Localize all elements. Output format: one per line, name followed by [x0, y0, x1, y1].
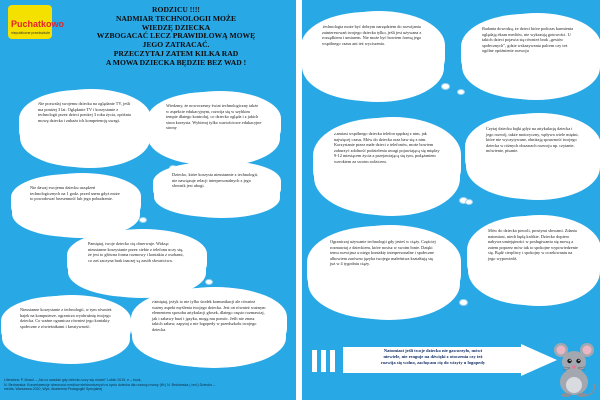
cloud-tail [442, 84, 449, 89]
advice-cloud: Pamiętaj, jeżyk to nie tylko środek komunikacji ale również ważny aspekt myślenia twojego dziecka. Jest on również ważnym elementem sposobu artykulacji głosek, dlatego często rozmawiaj, jak i zabawy buzi i języka, mogą mu pomóc. Jeśli nie znasz takich zabaw, zapytaj o nie logopedy w przedszkolu twojego dziecka. [136, 290, 282, 364]
advice-cloud: Technologia może być dobrym narzędziem do rozwijania zainteresowań twojego dziecka tylko, jeśli jest używana z rozsądkiem i umiarem. Nie może być bowiem formą jego wspólnego czasu ani też wyciszenia. [306, 14, 440, 98]
arrow-text [348, 348, 518, 366]
cloud-tail [458, 90, 464, 94]
advice-cloud: Wiedzmy, że nowoczesny świat technologiczny także w aspekcie edukacyjnym, rozwija się w szybkim tempie dlatego kontroluj, co dziecko ogląda i z jakich stron korzysta. Wybieraj tylko wartościowe edukacyjne strony [152, 94, 276, 162]
heading-line: JEGO ZATRACAĆ. [142, 40, 210, 50]
advice-cloud: Pamiętaj, twoje dziecko cię obserwuje. Widząc nieustanne korzystanie przez ciebie z telefonu uczy się, że jest to główna forma rozmowy i kontaktu z osobami, co zaś zaczyna brak inaczej są zasób słownictwa. [72, 232, 202, 294]
logopedist-arrow [343, 344, 557, 376]
mouse-illustration [552, 338, 598, 398]
literature-footer [4, 378, 292, 392]
left-poster-panel [0, 0, 296, 400]
heading-line: PRZECZYTAJ ZATEM KILKA RAD [113, 48, 239, 58]
advice-cloud: Mów do dziecka powoli, prostymi słowami. Zdania natomiast, niech będą krótkie. Dziecko dopiero nabywa umiejętności w posługiwaniu się mową a zatem poprzez mów tak to spokojne wypowiedzenie się. Bądź cierpliwy i spokojny w oczekiwaniu na jego wypowiedź. [472, 218, 596, 302]
heading-line: A MOWA DZIECKA BĘDZIE BEZ WAD ! [105, 57, 247, 67]
advice-cloud: Nieustanne korzystanie z technologii, w tym również bajek na komputerze, ogranicza wyobraźnię twojego dziecka. Co ważne ogranicza również jego kontakty społeczne z rówieśnikami i kreatywność. [6, 298, 126, 360]
poster-heading [60, 6, 292, 68]
heading-line: WIEDZĘ DZIECKA [141, 22, 211, 32]
advice-cloud: Zamiast wspólnego dziecka telefon spędzaj z nim, jak najwięcej czasu. Mów do dziecka oraz baw się z nim. Korzystanie przez małe dzieci z telefonów, może bowiem zaburzyć zdolność podzielenia uwagi pojawiającą się między 9-12 miesiącem życia a przejawiającą się tym, podążaniem wzrokiem za swoim rodzicem. [318, 120, 456, 212]
footer-line: N. Bednarska: Konsekwencje obecności mediów elektronicznych w życiu dziecka dla rozwoju mowy (W:) N. Bednarska ( red.) Dziecko – [4, 382, 215, 387]
logo-brand: Puchatkowo [11, 19, 65, 29]
arrow-bar [330, 350, 335, 372]
arrow-tail-bars [312, 350, 336, 372]
advice-cloud: Nie pozwalaj swojemu dziecku na oglądanie TV, jeśli ma poniżej 3 lat. Oglądanie TV i korzystanie z technologii przez dzieci poniżej 3 roku życia, opóźnia mowę dziecka i zubaża ich kompetencję uwagi. [24, 92, 146, 164]
heading-line: NADMIAR TECHNOLOGII MOŻE [115, 13, 237, 23]
logo-tagline: niepubliczne przedszkole [11, 31, 51, 35]
cloud-tail [206, 280, 212, 284]
arrow-text-line: rozwija się wolno, zachęcam cię do wizyty u logopedy [380, 359, 486, 365]
preschool-logo [8, 5, 65, 45]
heading-line: WZBOGACAĆ LECZ PRAWIDŁOWĄ MOWĘ [96, 31, 256, 41]
advice-cloud: Nie dawaj swojemu dziecku urządzeń technologicznych na 1 godz. przed snem gdyż może to powodować bezsenność lub jego pobudzenie. [16, 176, 136, 234]
advice-cloud: Dziecko, które korzysta nieustannie z technologii, nie nawiązuje relacji interpersonalnych z jego słownik jest ubogi. [158, 164, 276, 214]
advice-cloud: Badania dowodzą, że dzieci które podczas karmienia oglądają ekran mediów, nie wykazują gotowości. U takich dzieci pojawia się również brak „gestów społecznych”, gdzie wskazywania palcem czy też ogólne opóźnienie rozwoju [466, 16, 596, 96]
arrow-bar [321, 350, 326, 372]
advice-cloud: Ograniczaj używanie technologii gdy jesteś w ciąży. Częściej rozmawiaj z dzieckiem, które nosisz w swoim łonie. Dzięki temu rozwijasz u niego kontakty interpersonalne i społeczne albowiem zarówno języka twojego maleństwa kształtują się już w 4 tygodniu ciąży. [312, 228, 456, 316]
footer-line: Literatura: P. Mosul – „Na co uważać gdy dziecko uczy się mówić” Lublin 2019, e – book, [4, 378, 142, 382]
cloud-tail [460, 300, 467, 305]
cloud-tail [466, 200, 472, 204]
mouse-icon [552, 338, 598, 398]
cloud-tail [140, 218, 146, 222]
advice-cloud: Czytaj dziecku bajki gdyż na artykulację dziecka i jego rozwój, także motoryczny, wpływa wiele mięśni, które nie wyczytywane, obniżają sprawność twojego dziecka w różnych obszarach rozwoju np. czytanie, mówienie, pisanie. [470, 116, 596, 196]
heading-line: RODZICU !!!! [152, 5, 200, 14]
arrow-text-line: niewiele, nie reaguje na dźwięki z otoczenia czy też [383, 353, 483, 359]
footer-line: media. Warszawa 2020, Wyd. Akademia Pedagogiki Specjalnej [4, 387, 103, 392]
arrow-text-line: Natomiast jeśli twoje dziecko nie gaworzyło, mówi [383, 348, 483, 353]
arrow-bar [312, 350, 317, 372]
